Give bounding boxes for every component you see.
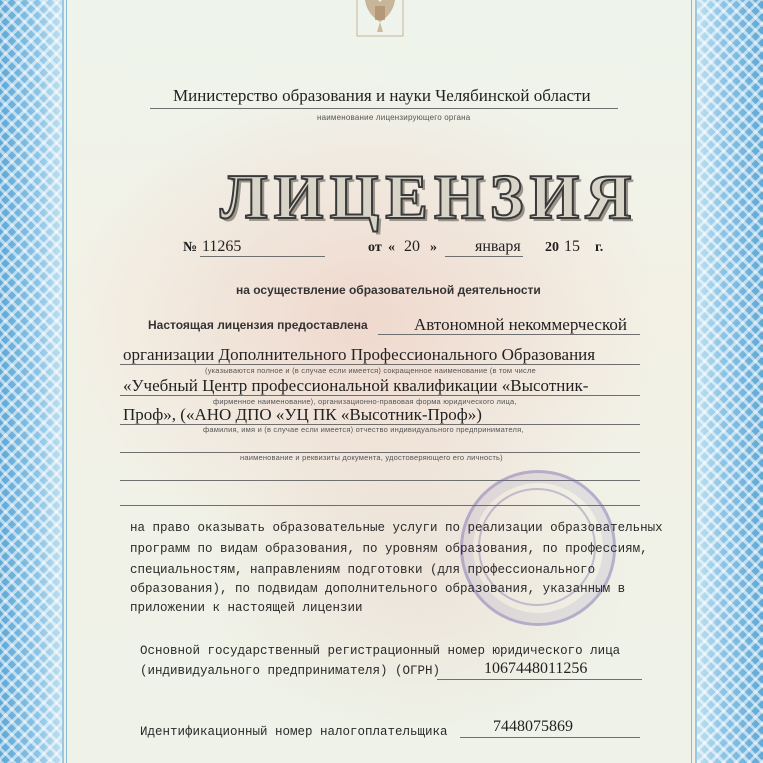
inn-value: 7448075869: [493, 718, 573, 735]
year-prefix: 20: [545, 240, 559, 255]
license-purpose: на осуществление образовательной деятельности: [236, 283, 541, 297]
license-number: 11265: [202, 238, 242, 255]
license-day: 20: [404, 238, 420, 255]
ogrn-value: 1067448011256: [484, 660, 588, 677]
inn-label: Идентификационный номер налогоплательщика: [140, 725, 448, 739]
grant-underline-1: [378, 334, 640, 335]
ministry-name: Министерство образования и науки Челябинской области: [173, 86, 591, 105]
grant-underline-3: [120, 395, 640, 396]
grant-intro: Настоящая лицензия предоставлена: [148, 318, 368, 332]
grant-underline-2: [120, 364, 640, 365]
grant-line-4: Проф», («АНО ДПО «УЦ ПК «Высотник-Проф»): [123, 405, 482, 424]
grant-caption-3: фамилия, имя и (в случае если имеется) отчество индивидуального предпринимателя,: [203, 425, 524, 434]
ogrn-label-1: Основной государственный регистрационный номер юридического лица: [140, 644, 621, 658]
grant-caption-1: (указываются полное и (в случае если имеется) сокращенное наименование (в том числе: [205, 366, 536, 375]
grant-caption-2: фирменное наименование), организационно-правовая форма юридического лица,: [213, 397, 517, 406]
grant-line-1: Автономной некоммерческой: [414, 315, 627, 334]
rights-line-5: приложении к настоящей лицензии: [130, 601, 363, 615]
grant-line-3: «Учебный Центр профессиональной квалификации «Высотник-: [123, 376, 589, 395]
coat-of-arms-icon: [355, 0, 405, 38]
rights-line-3: специальностям, направлениям подготовки (для профессионального: [130, 563, 596, 577]
quote-open: «: [388, 240, 395, 255]
ogrn-underline: [437, 679, 642, 680]
document-title: ЛИЦЕНЗИЯ: [220, 161, 638, 232]
month-underline: [445, 256, 523, 257]
rights-line-4: образования), по подвидам дополнительного образования, указанным в: [130, 582, 626, 596]
license-month: января: [475, 238, 521, 255]
grant-caption-4: наименование и реквизиты документа, удостоверяющего его личность): [240, 453, 503, 462]
right-inner-line: [691, 0, 692, 763]
year-label: г.: [595, 240, 604, 255]
left-inner-line: [66, 0, 67, 763]
ogrn-label-2: (индивидуального предпринимателя) (ОГРН): [140, 664, 441, 678]
quote-close: »: [430, 240, 437, 255]
ministry-underline: [150, 108, 618, 109]
year-suffix: 15: [564, 238, 580, 255]
right-ornamental-border: [695, 0, 763, 763]
from-label: от: [368, 240, 382, 255]
rights-line-1: на право оказывать образовательные услуги по реализации образовательных: [130, 521, 663, 535]
number-prefix: №: [183, 240, 198, 255]
number-underline: [200, 256, 325, 257]
ministry-caption: наименование лицензирующего органа: [317, 113, 471, 122]
grant-line-2: организации Дополнительного Профессионального Образования: [123, 345, 596, 364]
rights-line-2: программ по видам образования, по уровням образования, по профессиям,: [130, 542, 648, 556]
inn-underline: [460, 737, 640, 738]
left-ornamental-border: [0, 0, 64, 763]
